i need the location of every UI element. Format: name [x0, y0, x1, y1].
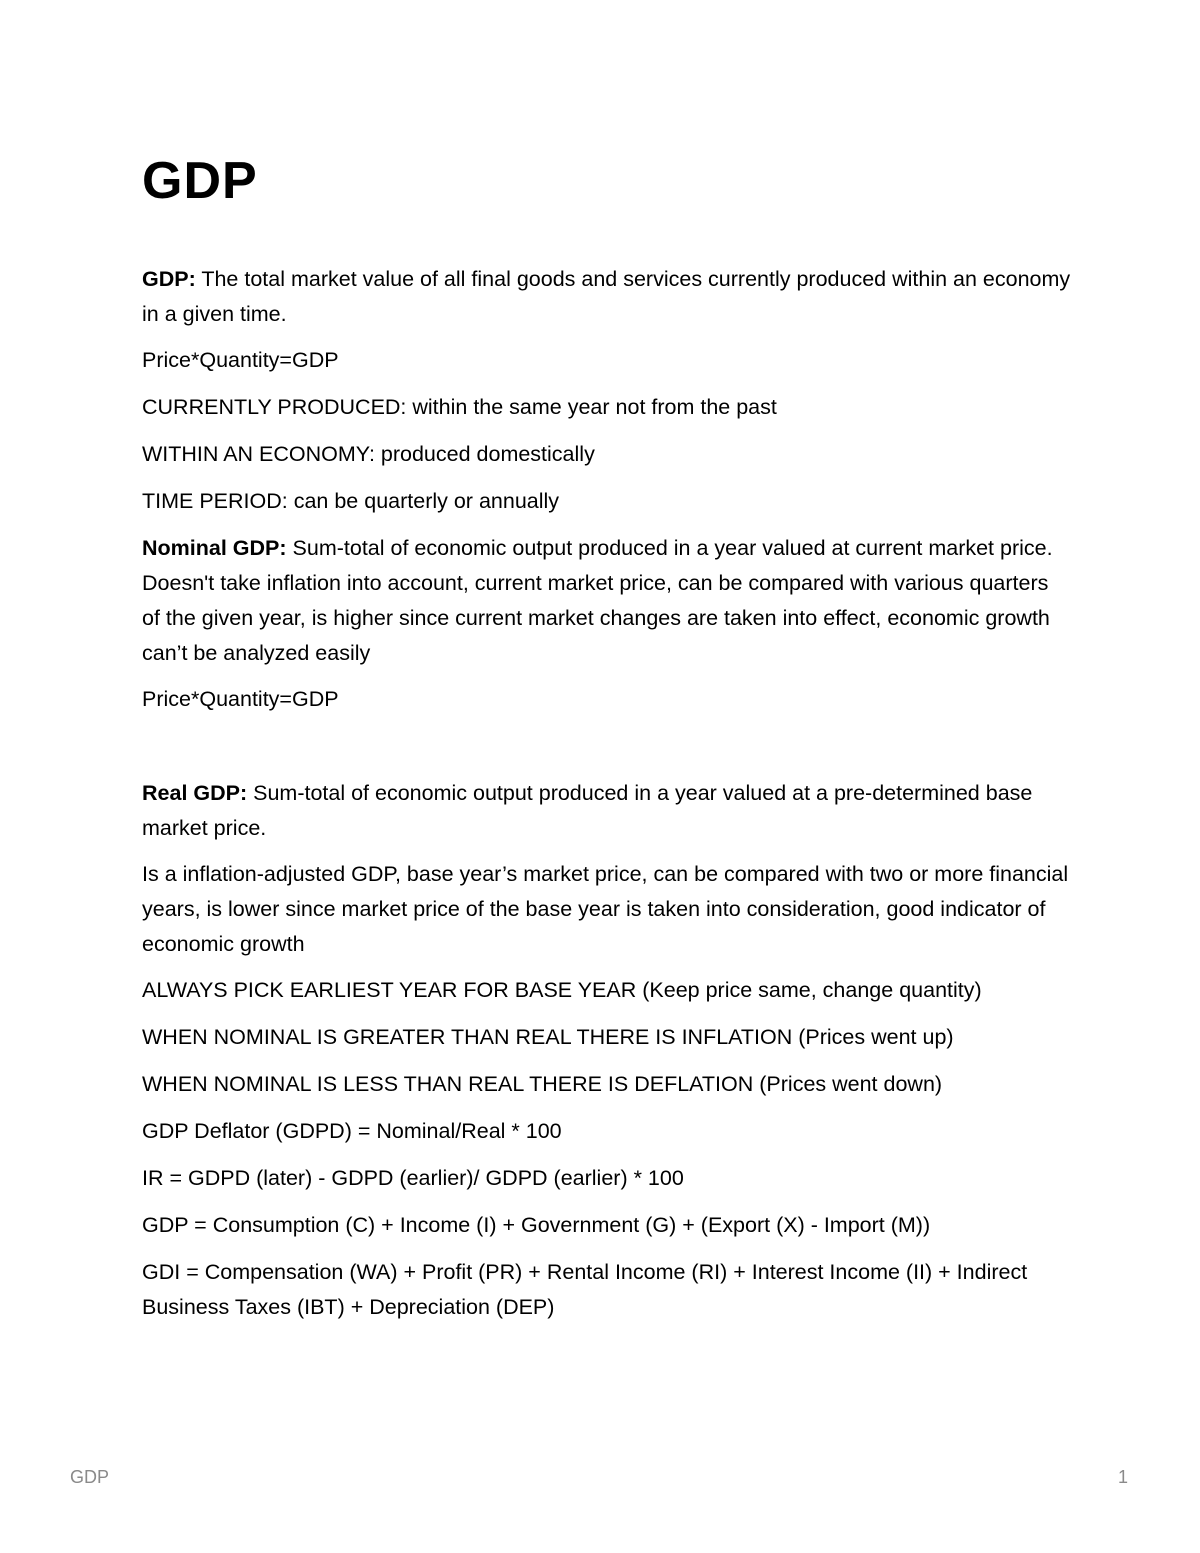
- nominal-gdp-definition: [142, 531, 1072, 671]
- term-gdp: GDP:: [142, 267, 196, 291]
- footer-title: GDP: [70, 1467, 110, 1487]
- inflation-rule: WHEN NOMINAL IS GREATER THAN REAL THERE IS INFLATION (Prices went up): [142, 1025, 954, 1049]
- page-title: GDP: [142, 152, 258, 210]
- gdp-deflator-formula: GDP Deflator (GDPD) = Nominal/Real * 100: [142, 1119, 562, 1143]
- gdi-formula: GDI = Compensation (WA) + Profit (PR) + Rental Income (RI) + Interest Income (II) + Indirect Business Taxes (IBT) + Depreciation (DEP): [142, 1260, 1028, 1319]
- gdp-expenditure-formula: GDP = Consumption (C) + Income (I) + Government (G) + (Export (X) - Import (M)): [142, 1213, 931, 1237]
- page-content: [142, 148, 1072, 1325]
- inflation-rate-formula: IR = GDPD (later) - GDPD (earlier)/ GDPD (earlier) * 100: [142, 1166, 684, 1190]
- formula-price-quantity-2: Price*Quantity=GDP: [142, 687, 339, 711]
- base-year-rule: ALWAYS PICK EARLIEST YEAR FOR BASE YEAR (Keep price same, change quantity): [142, 978, 982, 1002]
- term-nominal-gdp: Nominal GDP:: [142, 536, 287, 560]
- gdp-definition-text: The total market value of all final goods and services currently produced within an economy in a given time.: [142, 267, 1071, 326]
- time-period-note: TIME PERIOD: can be quarterly or annually: [142, 489, 560, 513]
- real-gdp-text: Sum-total of economic output produced in a year valued at a pre-determined base market price.: [142, 781, 1033, 840]
- formula-price-quantity: Price*Quantity=GDP: [142, 348, 339, 372]
- gdp-definition: [142, 262, 1072, 332]
- nominal-gdp-text: Sum-total of economic output produced in a year valued at current market price. Doesn't take inflation into account, current market price, can be compared with various quarters of the given year, is higher since current market changes are taken into effect, economic growth can’t be analyzed easily: [142, 536, 1053, 665]
- term-real-gdp: Real GDP:: [142, 781, 248, 805]
- currently-produced-note: CURRENTLY PRODUCED: within the same year not from the past: [142, 395, 777, 419]
- within-economy-note: WITHIN AN ECONOMY: produced domestically: [142, 442, 595, 466]
- page-number: 1: [1117, 1467, 1128, 1487]
- real-gdp-definition: [142, 776, 1072, 846]
- real-gdp-details: Is a inflation-adjusted GDP, base year’s market price, can be compared with two or more financial years, is lower since market price of the base year is taken into consideration, good indicator of economic growth: [142, 862, 1069, 956]
- deflation-rule: WHEN NOMINAL IS LESS THAN REAL THERE IS DEFLATION (Prices went down): [142, 1072, 943, 1096]
